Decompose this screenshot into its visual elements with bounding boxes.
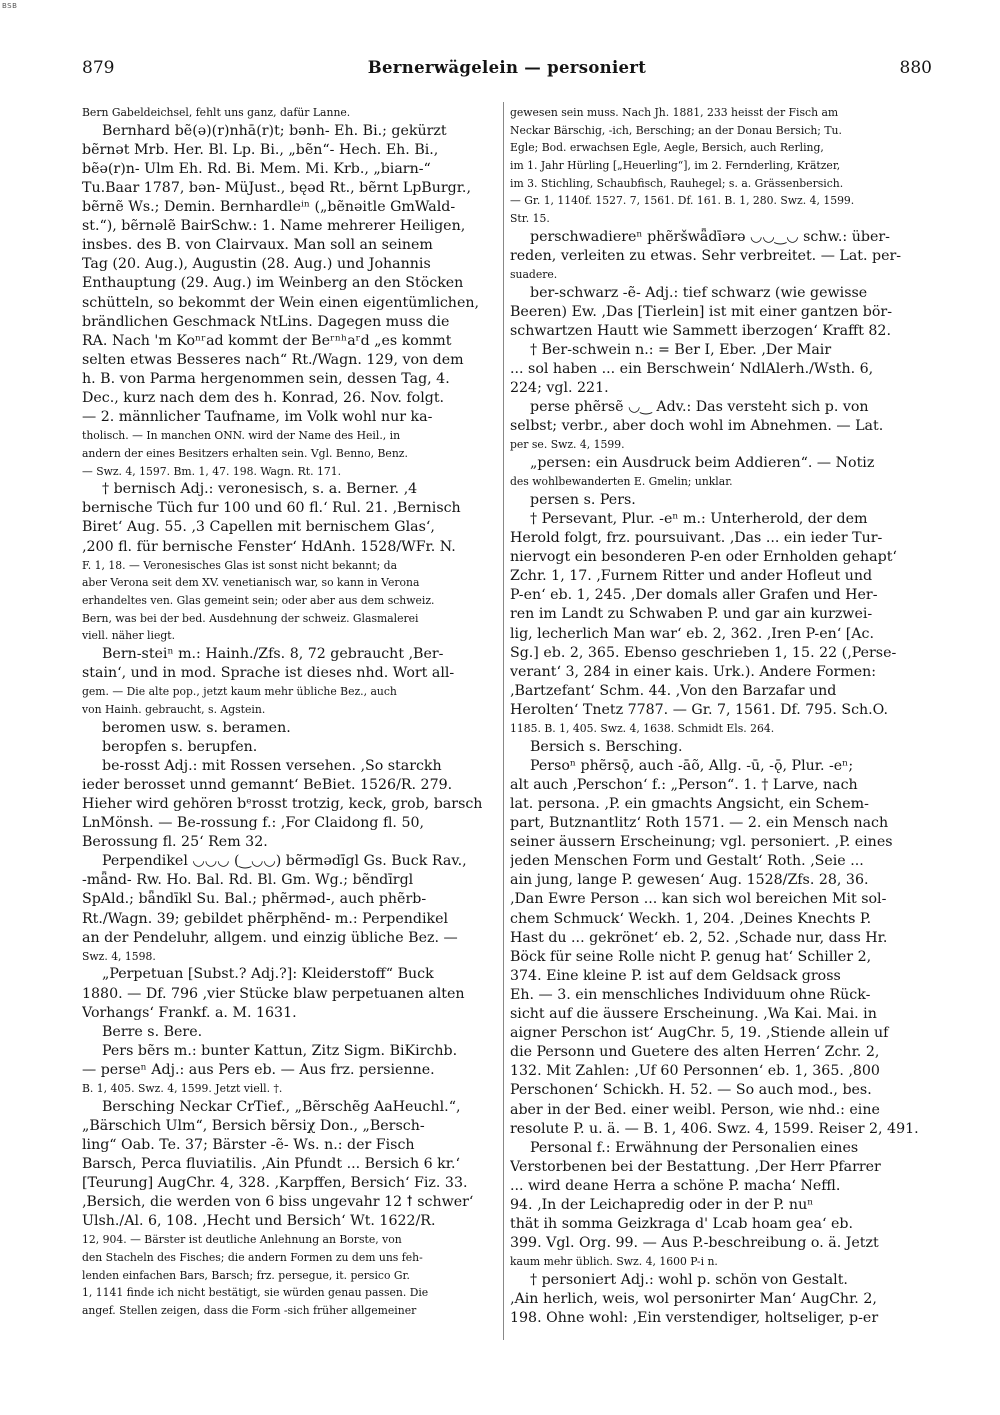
text-line: verant‘ 3, 284 in einer kais. Urk.). Andere Formen:: [510, 663, 877, 680]
text-line: ieder berosset unnd gemannt‘ BeBiet. 1526/R. 279.: [82, 776, 453, 793]
text-line: alt auch ‚Perschon‘ f.: „Person“. 1. † Larve, nach: [510, 776, 858, 793]
text-line: aber in der Bed. einer weibl. Person, wie nhd.: eine: [510, 1101, 880, 1118]
text-line: per se. Swz. 4, 1599.: [510, 438, 625, 452]
text-line: lenden einfachen Bars, Barsch; frz. persegue, it. persico Gr.: [82, 1268, 410, 1282]
text-line: Egle; Bod. erwachsen Egle, Aegle, Bersich, auch Rerling,: [510, 141, 824, 155]
text-line: st.“), bẽrnəlẽ BairSchw.: 1. Name mehrerer Heiligen,: [82, 218, 466, 235]
text-line: 198. Ohne wohl: ‚Ein verstendiger, holtseliger, p-er: [510, 1310, 879, 1327]
text-line: † Persevant, Plur. -eⁿ m.: Unterherold, der dem: [530, 511, 868, 527]
text-line: Bern, was bei der bed. Ausdehnung der schweiz. Glasmalerei: [82, 611, 419, 625]
text-line: lig, lecherlich Man war‘ eb. 2, 362. ‚Iren P-en‘ [Ac.: [510, 625, 875, 642]
text-line: stain‘, und in mod. Sprache ist dieses nhd. Wort all-: [82, 665, 455, 682]
text-line: Tag (20. Aug.), Augustin (28. Aug.) und Johannis: [82, 256, 431, 273]
text-line: bernische Tüch fur 100 und 60 fl.‘ Rul. 21. ‚Bernisch: [82, 500, 461, 517]
library-stamp: BSB: [2, 2, 18, 10]
text-line: im 1. Jahr Hürling [„Heuerling“], im 2. Fernderling, Krätzer,: [510, 159, 841, 173]
text-line: resolute P. u. ä. — B. 1, 406. Swz. 4, 1599. Reiser 2, 491.: [510, 1120, 919, 1137]
text-line: -mǟnd- Rw. Ho. Bal. Rd. Bl. Gm. Wg.; bẽndīrgl: [82, 872, 414, 889]
text-line: im 3. Stichling, Schaubfisch, Rauhegel; s. a. Grässenbersich.: [510, 176, 844, 190]
text-line: ‚Bersich, die werden von 6 biss ungevahr 12 ꝉ schwer‘: [82, 1194, 474, 1211]
text-line: — perseⁿ Adj.: aus Pers eb. — Aus frz. persienne.: [82, 1061, 435, 1078]
text-line: 94. ‚In der Leichapredig oder in der P. nuⁿ: [510, 1196, 814, 1213]
page-number-left: 879: [82, 58, 115, 78]
text-line: schwartzen Hautt wie Sammett iberzogen‘ Krafft 82.: [510, 322, 891, 339]
text-line: Eh. — 3. ein menschliches Individuum ohne Rück-: [510, 986, 871, 1003]
text-line: 399. Vgl. Org. 99. — Aus P.-beschreibung o. ä. Jetzt: [510, 1235, 879, 1252]
text-line: Enthauptung (29. Aug.) im Weinberg an den Stöcken: [82, 275, 464, 292]
text-line: Hieher wird gehören bᵉrosst trotzig, keck, grob, barsch: [82, 796, 483, 812]
text-line: angef. Stellen zeigen, dass die Form -sich früher allgemeiner: [82, 1304, 417, 1318]
text-line: h. B. von Parma hergenommen sein, dessen Tag, 4.: [82, 370, 450, 387]
text-line: selbst; verbr., aber doch wohl im Abnehmen. — Lat.: [510, 418, 884, 435]
text-line: chem Schmuck‘ Weckh. 1, 204. ‚Deines Knechts P.: [510, 910, 872, 927]
text-line: † bernisch Adj.: veronesisch, s. a. Berner. ‚4: [102, 481, 418, 498]
text-line: insbes. des B. von Clairvaux. Man soll an seinem: [82, 237, 433, 254]
text-line: die Personn und Guetere des alten Herren‘ Zchr. 2,: [510, 1044, 880, 1061]
text-line: selten etwas Besseres nach“ Rt./Wagn. 129, von dem: [82, 351, 464, 368]
text-line: seiner äussern Erscheinung; vgl. personiert. ‚P. eines: [510, 834, 893, 851]
text-line: ‚Ain herlich, weis, wol personirter Man‘ AugChr. 2,: [510, 1291, 877, 1308]
text-line: Pers bẽrs m.: bunter Kattun, Zitz Sigm. BiKirchb.: [102, 1042, 458, 1059]
text-line: ling“ Oab. Te. 37; Bärster -ẽ- Ws. n.: der Fisch: [82, 1136, 415, 1153]
text-line: ‚Bartzefant‘ Schm. 44. ‚Von den Barzafar und: [510, 682, 837, 699]
text-line: bẽrnẽ Ws.; Demin. Bernhardleⁱⁿ („bẽnəitle GmWald-: [82, 199, 456, 216]
text-line: Bern-steiⁿ m.: Hainh./Zfs. 8, 72 gebraucht ‚Ber-: [102, 646, 444, 663]
text-line: Bern Gabeldeichsel, fehlt uns ganz, dafür Lanne.: [82, 106, 351, 119]
text-line: P-en‘ eb. 1, 245. ‚Der domals aller Grafen und Her-: [510, 587, 878, 604]
text-line: Bersching Neckar CrTief., „Bẽrschẽg AaHeuchl.“,: [102, 1098, 461, 1115]
text-line: schütteln, so bekommt der Wein einen eigentümlichen,: [82, 294, 479, 311]
text-line: B. 1, 405. Swz. 4, 1599. Jetzt viell. †.: [82, 1082, 283, 1095]
text-line: sicht auf die äussere Erscheinung. ‚Wa Kai. Mai. in: [510, 1006, 877, 1023]
text-line: Barsch, Perca fluviatilis. ‚Ain Pfundt ... Bersich 6 kr.‘: [82, 1155, 461, 1172]
text-line: Dec., kurz nach dem des h. Konrad, 26. Nov. folgt.: [82, 390, 445, 406]
text-line: Str. 15.: [510, 212, 550, 226]
text-line: viell. näher liegt.: [82, 629, 176, 643]
text-line: ‚Dan Ewre Person ... kan sich wol bereichen Mit sol-: [510, 891, 887, 908]
text-line: SpAld.; bǟndīkl Su. Bal.; phẽrməd-, auch phẽrb-: [82, 891, 427, 908]
text-line: von Hainh. gebraucht, s. Agstein.: [82, 702, 266, 716]
text-line: be-rosst Adj.: mit Rossen versehen. ‚So starckh: [102, 757, 442, 774]
text-line: den Stacheln des Fisches; die andern Formen zu dem uns feh-: [82, 1251, 423, 1265]
text-line: 1880. — Df. 796 ‚vier Stücke blaw perpetuanen alten: [82, 985, 465, 1002]
text-line: — Swz. 4, 1597. Bm. 1, 47. 198. Wagn. Rt. 171.: [82, 464, 342, 478]
text-line: suadere.: [510, 268, 558, 281]
text-line: Sg.] eb. 2, 365. Ebenso geschrieben 1, 15. 22 (‚Perse-: [510, 644, 897, 661]
text-line: † Ber-schwein n.: = Ber I, Eber. ‚Der Mair: [530, 341, 832, 358]
text-line: beropfen s. berupfen.: [102, 738, 258, 755]
text-line: Böck für seine Rolle nicht P. genug hat‘ Schiller 2,: [510, 948, 872, 965]
text-line: Rt./Wagn. 39; gebildet phẽrphẽnd- m.: Perpendikel: [82, 910, 449, 927]
text-line: ber-schwarz -ẽ- Adj.: tief schwarz (wie gewisse: [530, 284, 868, 301]
text-line: thät ih somma Geizkraga d' Lcab hoam gea‘ eb.: [510, 1216, 853, 1233]
text-line: ain jung, lange P. gewesen‘ Aug. 1528/Zfs. 28, 36.: [510, 872, 869, 889]
text-column-left: [82, 104, 500, 1404]
text-line: LnMönsh. — Be-rossung f.: ‚For Claidong fl. 50,: [82, 815, 425, 832]
text-line: Beeren) Ew. ‚Das [Tierlein] ist mit einer gantzen bör-: [510, 303, 893, 320]
text-line: [Teurung] AugChr. 4, 328. ‚Karpffen, Bersich‘ Fiz. 33.: [82, 1175, 468, 1192]
text-line: F. 1, 18. — Veronesisches Glas ist sonst nicht bekannt; da: [82, 558, 398, 572]
text-line: 374. Eine kleine P. ist auf dem Geldsack gross: [510, 967, 841, 984]
text-line: — Gr. 1, 1140f. 1527. 7, 1561. Df. 161. B. 1, 280. Swz. 4, 1599.: [510, 194, 855, 208]
text-line: 1, 1141 finde ich nicht bestätigt, sie würden genau passen. Die: [82, 1286, 429, 1300]
text-line: „Bärschich Ulm“, Bersich bẽrsiχ Don., „Bersch-: [82, 1117, 425, 1134]
text-line: Verstorbenen bei der Bestattung. ‚Der Herr Pfarrer: [510, 1158, 881, 1175]
text-line: Perschonen‘ Schickh. H. 52. — So auch mod., bes.: [510, 1082, 872, 1099]
text-line: erhandeltes ven. Glas gemeint sein; oder aber aus dem schweiz.: [82, 594, 435, 607]
text-line: Bernhard bẽ(ə)(r)nhā(r)t; bənh- Eh. Bi.; gekürzt: [102, 122, 447, 139]
text-line: Herold folgt, frz. poursuivant. ‚Das ... ein ieder Tur-: [510, 530, 883, 547]
text-line: reden, verleiten zu etwas. Sehr verbreitet. — Lat. per-: [510, 247, 902, 264]
text-line: andern der eines Besitzers erhalten sein. Vgl. Benno, Benz.: [82, 446, 408, 460]
text-line: 224; vgl. 221.: [510, 380, 609, 397]
text-line: † personiert Adj.: wohl p. schön von Gestalt.: [530, 1271, 848, 1288]
text-line: kaum mehr üblich. Swz. 4, 1600 P-i n.: [510, 1255, 718, 1269]
text-line: niervogt ein besonderen P-en oder Ernholden gehapt‘: [510, 549, 897, 566]
text-line: RA. Nach 'm Koⁿʳad kommt der Beʳⁿʰaʳd „es kommt: [82, 332, 452, 349]
text-line: lat. persona. ‚P. ein gmachts Angsicht, ein Schem-: [510, 796, 869, 812]
text-line: ren im Landt zu Schwaben P. und gar ain kurzwei-: [510, 606, 873, 623]
text-line: Berre s. Bere.: [102, 1023, 203, 1040]
text-line: aber Verona seit dem XV. venetianisch war, so kann in Verona: [82, 576, 420, 590]
text-line: beromen usw. s. beramen.: [102, 719, 291, 736]
text-line: ... wird deane Herra a schöne P. macha‘ Neffl.: [510, 1177, 841, 1194]
text-line: Ulsh./Al. 6, 108. ‚Hecht und Bersich‘ Wt. 1622/R.: [82, 1213, 436, 1230]
text-line: des wohlbewanderten E. Gmelin; unklar.: [510, 475, 733, 489]
text-line: ... sol haben ... ein Berschwein‘ NdlAlerh./Wsth. 6,: [510, 361, 874, 378]
running-head: Bernerwägelein — personiert: [367, 58, 647, 77]
text-line: Bersich s. Bersching.: [530, 738, 683, 755]
text-line: Persoⁿ phẽrsǭ, auch -āõ, Allg. -ū, -ǭ, Plur. -eⁿ;: [530, 757, 854, 774]
text-line: 1185. B. 1, 405. Swz. 4, 1638. Schmidt Els. 264.: [510, 722, 775, 736]
text-column-right: [510, 104, 934, 1404]
text-line: bẽə(r)n- Ulm Eh. Rd. Bi. Mem. Mi. Krb., „biarn-“: [82, 160, 431, 177]
column-divider: [503, 102, 504, 1340]
text-line: Swz. 4, 1598.: [82, 949, 156, 963]
text-line: Herolten‘ Tnetz 7787. — Gr. 7, 1561. Df. 795. Sch.O.: [510, 701, 888, 718]
text-line: Hast du ... gekrönet‘ eb. 2, 52. ‚Schade nur, dass Hr.: [510, 929, 888, 946]
text-line: 12, 904. — Bärster ist deutliche Anlehnung an Borste, von: [82, 1233, 402, 1247]
text-line: perschwadiereⁿ phẽršwǟdīərə ◡◡‿◡ schw.: über-: [530, 228, 890, 245]
page-number-right: 880: [899, 58, 932, 78]
text-line: — 2. männlicher Taufname, im Volk wohl nur ka-: [82, 409, 433, 426]
text-line: Vorhangs‘ Frankf. a. M. 1631.: [82, 1004, 297, 1021]
text-line: Berossung fl. 25‘ Rem 32.: [82, 834, 268, 851]
text-line: jeden Menschen Form und Gestalt‘ Roth. ‚Seie ...: [510, 853, 864, 870]
text-line: „persen: ein Ausdruck beim Addieren“. — Notiz: [530, 455, 875, 472]
text-line: tholisch. — In manchen ONN. wird der Name des Heil., in: [82, 429, 401, 443]
text-line: Perpendikel ◡◡◡ (‿◡◡) bẽrmədīgl Gs. Buck Rav.,: [102, 853, 467, 870]
text-line: part, Butznantlitz‘ Roth 1571. — 2. ein Mensch nach: [510, 815, 889, 832]
text-line: persen s. Pers.: [530, 491, 636, 508]
text-line: Personal f.: Erwähnung der Personalien eines: [530, 1139, 859, 1156]
text-line: Neckar Bärschig, -ich, Bersching; an der Donau Bersich; Tu.: [510, 123, 842, 137]
text-line: Tu.Baar 1787, bən- MüJust., bęəd Rt., bẽrnt LpBurgr.,: [82, 179, 471, 196]
text-line: bẽrnət Mrb. Her. Bl. Lp. Bi., „bẽn“- Hech. Eh. Bi.,: [82, 141, 439, 158]
text-line: aigner Perschon ist‘ AugChr. 5, 19. ‚Stiende allein uf: [510, 1025, 889, 1042]
text-line: gewesen sein muss. Nach Jh. 1881, 233 heisst der Fisch am: [510, 106, 839, 119]
text-line: brändlichen Geschmack NtLins. Dagegen muss die: [82, 313, 450, 330]
text-line: 132. Mit Zahlen: ‚Uf 60 Personnen‘ eb. 1, 365. ‚800: [510, 1063, 880, 1080]
page-header: [82, 58, 932, 84]
text-line: Zchr. 1, 17. ‚Furnem Ritter und ander Hofleut und: [510, 568, 873, 585]
text-line: an der Pendeluhr, allgem. und einzig übliche Bez. —: [82, 929, 458, 946]
text-line: „Perpetuan [Subst.? Adj.?]: Kleiderstoff“ Buck: [102, 966, 434, 983]
text-line: ‚200 fl. für bernische Fenster‘ HdAnh. 1528/WFr. N.: [82, 538, 456, 555]
text-line: perse phẽrsẽ ◡‿ Adv.: Das versteht sich p. von: [530, 399, 869, 416]
text-line: Biret‘ Aug. 55. ‚3 Capellen mit bernischem Glas‘,: [82, 519, 435, 536]
text-line: gem. — Die alte pop., jetzt kaum mehr übliche Bez., auch: [82, 685, 397, 699]
